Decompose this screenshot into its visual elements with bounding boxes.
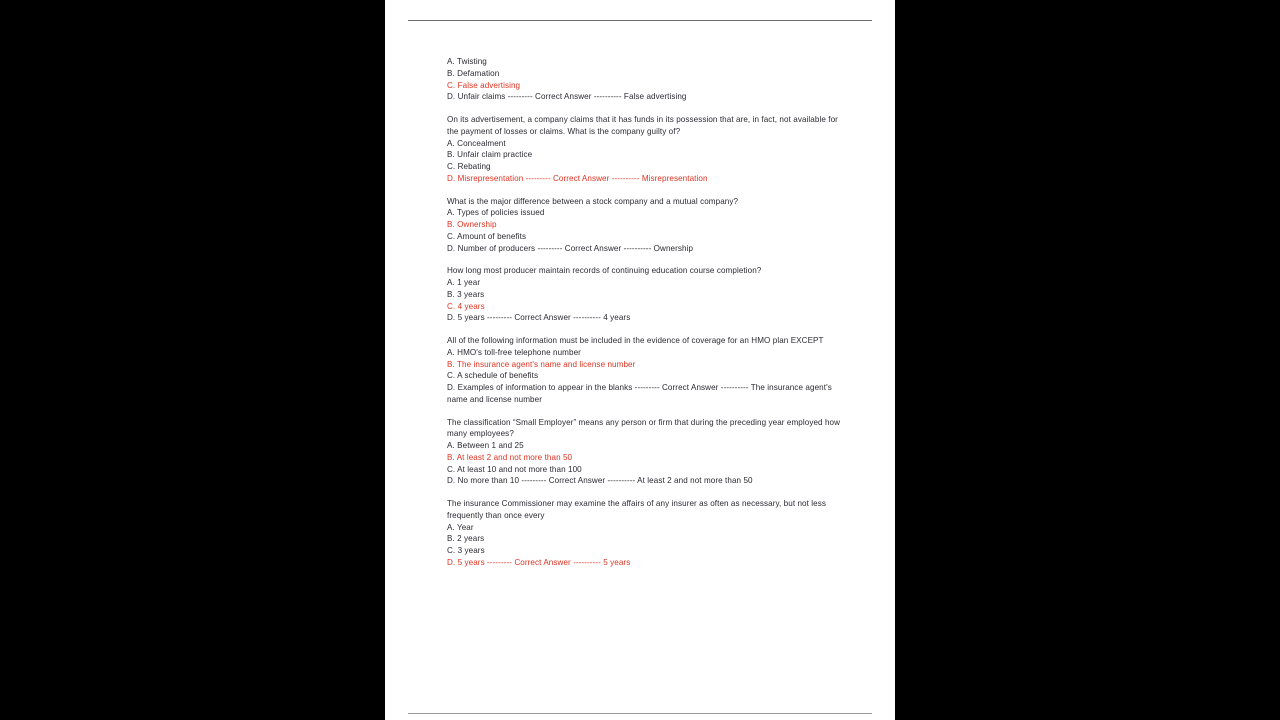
answer-option: A. Concealment xyxy=(447,138,506,148)
answer-option: D. Number of producers --------- Correct Answer ---------- Ownership xyxy=(447,243,694,253)
answer-option: C. 4 years xyxy=(447,301,485,311)
answer-option: D. 5 years --------- Correct Answer ---------- 4 years xyxy=(447,313,631,323)
answer-option: B. Unfair claim practice xyxy=(447,150,533,160)
question-block xyxy=(447,417,847,488)
question-block xyxy=(447,56,847,103)
question-stem: All of the following information must be included in the evidence of coverage for an HMO plan EXCEPT xyxy=(447,336,824,345)
answer-option: C. False advertising xyxy=(447,80,521,90)
question-stem: The insurance Commissioner may examine the affairs of any insurer as often as necessary, but not less frequently than once every xyxy=(447,499,827,520)
answer-option: D. 5 years --------- Correct Answer ---------- 5 years xyxy=(447,557,631,567)
answer-option: C. At least 10 and not more than 100 xyxy=(447,464,582,474)
answer-option: B. 2 years xyxy=(447,534,485,544)
question-block xyxy=(447,265,847,324)
answer-option: C. A schedule of benefits xyxy=(447,371,539,381)
answer-option: B. Ownership xyxy=(447,220,497,229)
footer-divider-rule xyxy=(408,713,872,714)
question-stem: What is the major difference between a stock company and a mutual company? xyxy=(447,196,739,206)
document-body xyxy=(447,56,847,580)
answer-option: A. Between 1 and 25 xyxy=(447,441,524,450)
question-stem: The classification “Small Employer” means any person or firm that during the preceding year employed how many employees? xyxy=(447,417,841,439)
answer-option: B. 3 years xyxy=(447,289,485,299)
answer-option: D. Misrepresentation --------- Correct Answer ---------- Misrepresentation xyxy=(447,173,708,183)
answer-option: A. Year xyxy=(447,522,474,532)
answer-option: A. Twisting xyxy=(447,57,487,66)
answer-option: B. At least 2 and not more than 50 xyxy=(447,452,573,462)
question-block xyxy=(447,498,847,569)
answer-option: A. Types of policies issued xyxy=(447,208,545,218)
document-page xyxy=(385,0,895,720)
question-block xyxy=(447,196,847,255)
answer-option: C. 3 years xyxy=(447,546,485,555)
answer-option: C. Amount of benefits xyxy=(447,231,527,241)
header-divider-rule xyxy=(408,20,872,21)
question-block xyxy=(447,114,847,185)
answer-option: A. 1 year xyxy=(447,278,481,287)
answer-option: B. The insurance agent's name and license number xyxy=(447,359,636,369)
answer-option: A. HMO's toll-free telephone number xyxy=(447,347,581,357)
question-stem: How long most producer maintain records of continuing education course completion? xyxy=(447,266,762,276)
answer-option: D. Unfair claims --------- Correct Answer ---------- False advertising xyxy=(447,92,687,102)
answer-option: D. Examples of information to appear in the blanks --------- Correct Answer ---------- The insurance agent's name and license number xyxy=(447,383,832,404)
question-stem: On its advertisement, a company claims that it has funds in its possession that are, in fact, not available for the payment of losses or claims. What is the company guilty of? xyxy=(447,115,838,136)
answer-option: C. Rebating xyxy=(447,162,491,171)
answer-option: D. No more than 10 --------- Correct Answer ---------- At least 2 and not more than 50 xyxy=(447,476,753,486)
question-block xyxy=(447,335,847,406)
answer-option: B. Defamation xyxy=(447,68,500,78)
